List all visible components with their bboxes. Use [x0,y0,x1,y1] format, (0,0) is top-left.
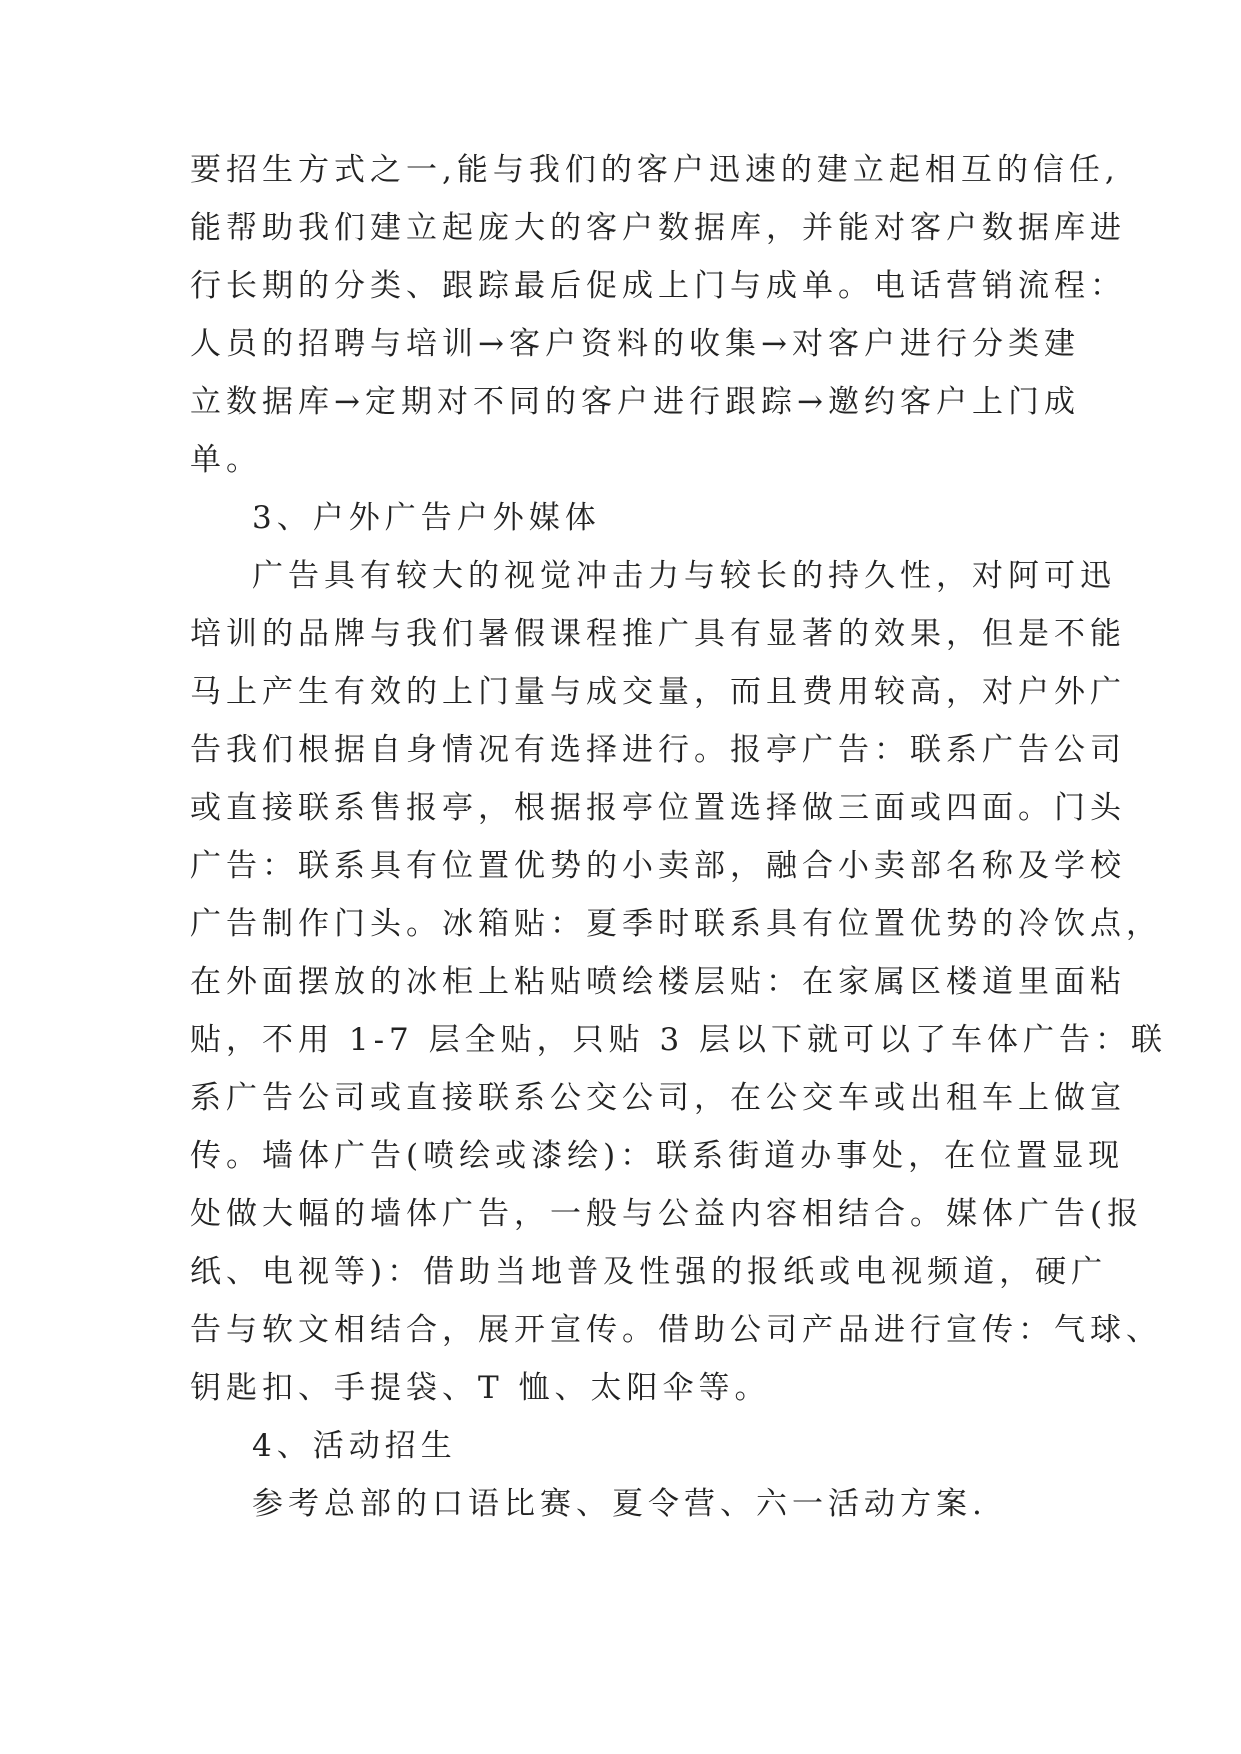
text-line: 参考总部的口语比赛、夏令营、六一活动方案. [252,1486,987,1522]
text-line: 要招生方式之一,能与我们的客户迅速的建立起相互的信任, [190,152,1120,188]
text-line: 系广告公司或直接联系公交公司，在公交车或出租车上做宣 [190,1080,1126,1116]
text-line: 能帮助我们建立起庞大的客户数据库，并能对客户数据库进 [190,210,1126,246]
text-line: 告我们根据自身情况有选择进行。报亭广告：联系广告公司 [190,732,1126,768]
text-line: 立数据库→定期对不同的客户进行跟踪→邀约客户上门成 [190,384,1080,420]
text-line: 或直接联系售报亭，根据报亭位置选择做三面或四面。门头 [190,790,1126,826]
text-line: 单。 [190,442,262,478]
text-line: 行长期的分类、跟踪最后促成上门与成单。电话营销流程： [190,268,1126,304]
section-heading: 4、活动招生 [252,1428,457,1464]
text-line: 马上产生有效的上门量与成交量，而且费用较高，对户外广 [190,674,1126,710]
text-line: 处做大幅的墙体广告，一般与公益内容相结合。媒体广告(报 [190,1196,1144,1232]
text-line: 告与软文相结合，展开宣传。借助公司产品进行宣传：气球、 [190,1312,1162,1348]
text-line: 在外面摆放的冰柜上粘贴喷绘楼层贴：在家属区楼道里面粘 [190,964,1126,1000]
text-line: 纸、电视等)：借助当地普及性强的报纸或电视频道，硬广 [190,1254,1108,1290]
text-line: 广告：联系具有位置优势的小卖部，融合小卖部名称及学校 [190,848,1126,884]
text-line: 广告制作门头。冰箱贴：夏季时联系具有位置优势的冷饮点， [190,906,1162,942]
text-line: 人员的招聘与培训→客户资料的收集→对客户进行分类建 [190,326,1080,362]
text-line: 传。墙体广告(喷绘或漆绘)：联系街道办事处，在位置显现 [190,1138,1125,1174]
section-heading: 3、户外广告户外媒体 [252,500,601,536]
text-line: 广告具有较大的视觉冲击力与较长的持久性，对阿可迅 [252,558,1116,594]
text-line: 贴，不用 1-7 层全贴，只贴 3 层以下就可以了车体广告：联 [190,1022,1168,1058]
text-line: 培训的品牌与我们暑假课程推广具有显著的效果，但是不能 [190,616,1126,652]
text-line: 钥匙扣、手提袋、T 恤、太阳伞等。 [190,1370,771,1406]
